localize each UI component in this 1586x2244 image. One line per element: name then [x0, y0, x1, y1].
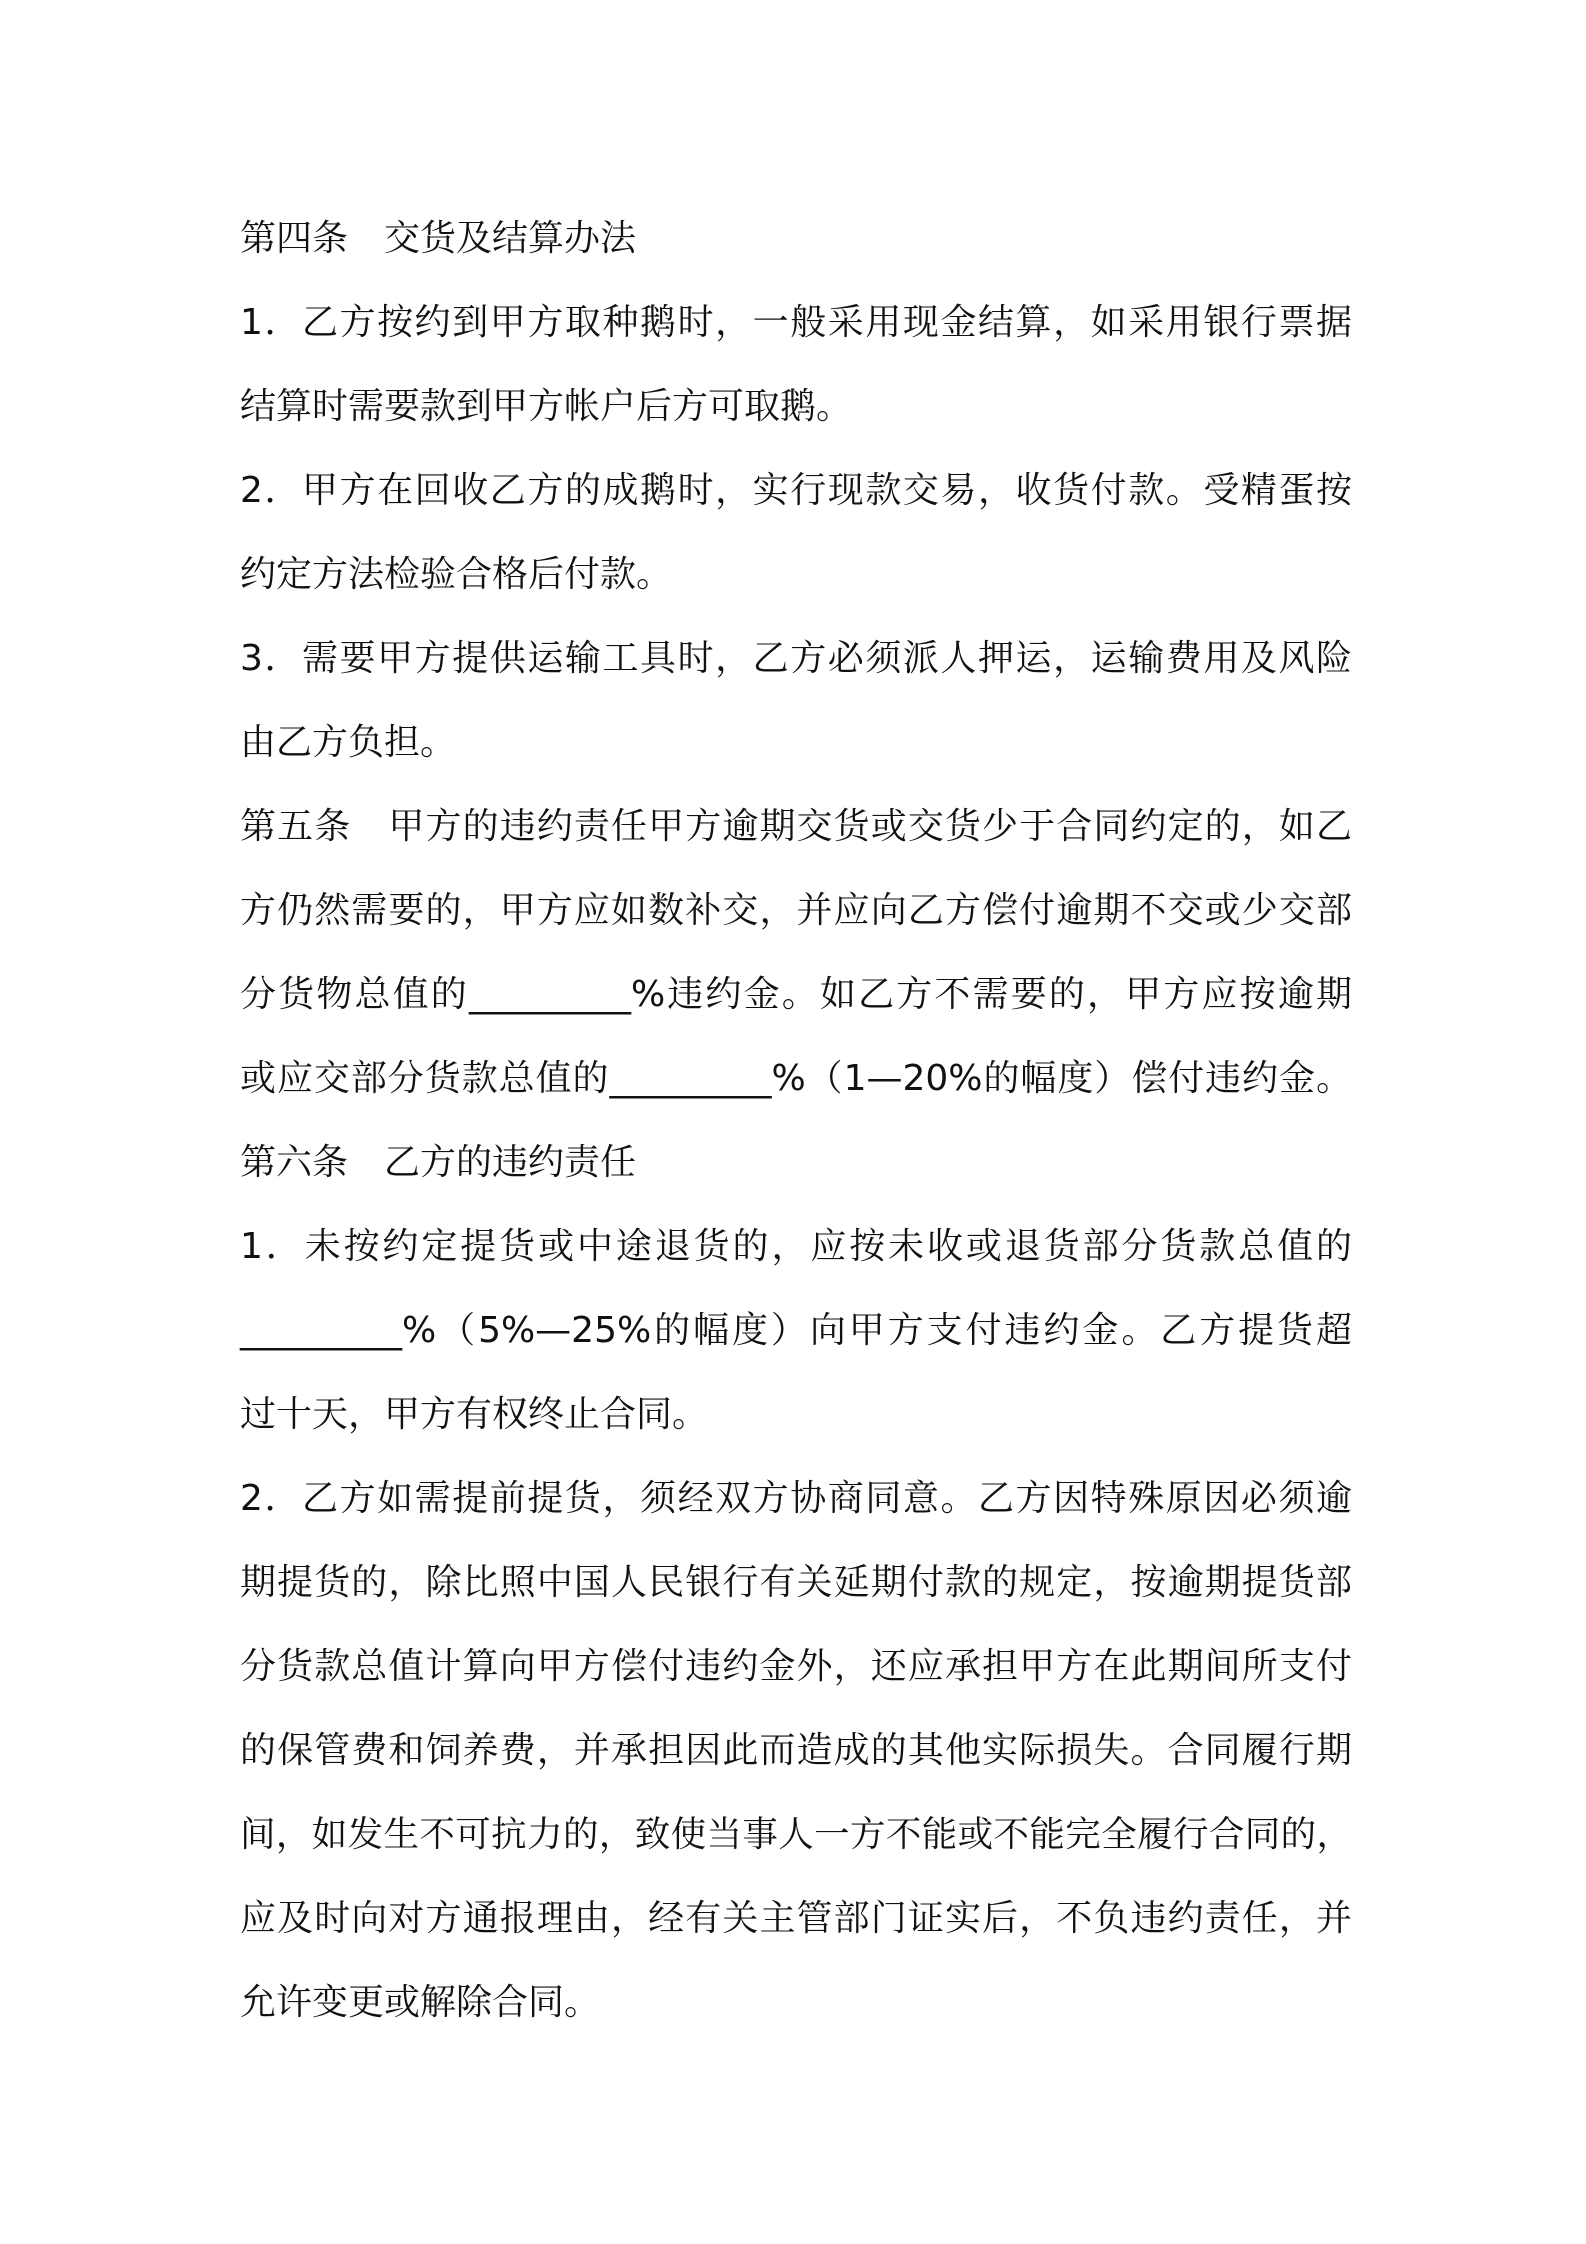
article-4-clause-1-line-2: 结算时需要款到甲方帐户后方可取鹅。 — [240, 386, 853, 427]
article-5-line-2: 方仍然需要的，甲方应如数补交，并应向乙方偿付逾期不交或少交部 — [240, 890, 1352, 931]
article-4-clause-3-line-1: 3．需要甲方提供运输工具时，乙方必须派人押运，运输费用及风险 — [240, 638, 1352, 679]
article-6-clause-1-line-2: _________%（5%—25%的幅度）向甲方支付违约金。乙方提货超 — [240, 1310, 1352, 1351]
article-6-clause-2-line-2: 期提货的，除比照中国人民银行有关延期付款的规定，按逾期提货部 — [240, 1562, 1352, 1603]
article-6-clause-2-line-6: 应及时向对方通报理由，经有关主管部门证实后，不负违约责任，并 — [240, 1898, 1352, 1939]
article-4-clause-3-line-2: 由乙方负担。 — [240, 722, 457, 763]
contract-body — [240, 197, 1352, 2045]
article-6-clause-2-line-1: 2．乙方如需提前提货，须经双方协商同意。乙方因特殊原因必须逾 — [240, 1478, 1352, 1519]
article-4-heading: 第四条 交货及结算办法 — [240, 218, 637, 259]
article-5-line-3: 分货物总值的_________%违约金。如乙方不需要的，甲方应按逾期 — [240, 974, 1352, 1015]
article-4-clause-1-line-1: 1．乙方按约到甲方取种鹅时，一般采用现金结算，如采用银行票据 — [240, 302, 1352, 343]
article-6-clause-1-line-3: 过十天，甲方有权终止合同。 — [240, 1394, 709, 1435]
article-6-clause-1-line-1: 1．未按约定提货或中途退货的，应按未收或退货部分货款总值的 — [240, 1226, 1352, 1267]
article-4-clause-2-line-1: 2．甲方在回收乙方的成鹅时，实行现款交易，收货付款。受精蛋按 — [240, 470, 1352, 511]
article-6-clause-2-line-4: 的保管费和饲养费，并承担因此而造成的其他实际损失。合同履行期 — [240, 1730, 1352, 1771]
article-6-clause-2-line-7: 允许变更或解除合同。 — [240, 1982, 601, 2023]
article-6-clause-2-line-3: 分货款总值计算向甲方偿付违约金外，还应承担甲方在此期间所支付 — [240, 1646, 1352, 1687]
article-4-clause-2-line-2: 约定方法检验合格后付款。 — [240, 554, 673, 595]
article-6-clause-2-line-5: 间，如发生不可抗力的，致使当事人一方不能或不能完全履行合同的， — [240, 1814, 1352, 1855]
article-5-line-4: 或应交部分货款总值的_________%（1—20%的幅度）偿付违约金。 — [240, 1058, 1352, 1099]
article-5-line-1: 第五条 甲方的违约责任甲方逾期交货或交货少于合同约定的，如乙 — [240, 806, 1352, 847]
article-6-heading: 第六条 乙方的违约责任 — [240, 1142, 637, 1183]
